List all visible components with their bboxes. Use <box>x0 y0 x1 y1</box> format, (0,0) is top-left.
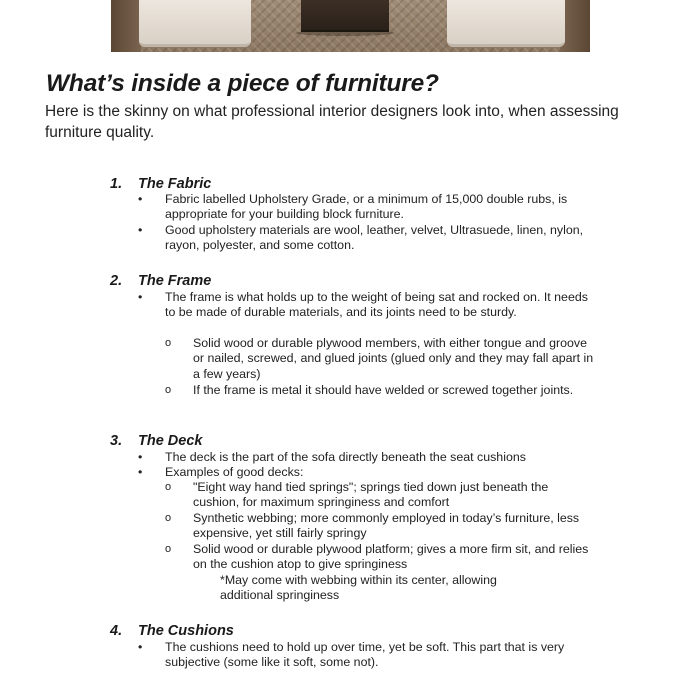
deck-note: *May come with webbing within its center, allowing additional springiness <box>220 573 497 603</box>
intro-paragraph: Here is the skinny on what professional interior designers look into, when assessing furniture quality. <box>45 103 619 141</box>
list-item: • The cushions need to hold up over time, yet be soft. This part that is very subjective (some like it soft, some not). <box>138 640 565 670</box>
list-item: o Solid wood or durable plywood members, with either tongue and groove or nailed, screwed, and glued joints (glued only and they may fall apart in a few years) <box>165 336 594 381</box>
list-item: • The deck is the part of the sofa directly beneath the seat cushions <box>138 450 526 464</box>
sofa-right <box>447 0 565 47</box>
wood-floor-left <box>111 0 141 52</box>
list-item: o "Eight way hand tied springs"; springs tied down just beneath the cushion, for maximum springiness and comfort <box>165 480 549 510</box>
list-item: o If the frame is metal it should have welded or screwed together joints. <box>165 383 574 397</box>
section-title-fabric: 1. The Fabric <box>110 176 212 192</box>
header-photo-living-room <box>111 0 590 52</box>
list-item: • Examples of good decks: <box>138 465 304 479</box>
section-title-cushions: 4. The Cushions <box>110 623 234 639</box>
sofa-left <box>139 0 251 47</box>
section-title-frame: 2. The Frame <box>110 273 212 289</box>
page-title: What’s inside a piece of furniture? <box>46 70 439 97</box>
coffee-table <box>301 0 389 32</box>
list-item: • Good upholstery materials are wool, leather, velvet, Ultrasuede, linen, nylon, rayon, polyester, and some cotton. <box>138 223 584 253</box>
list-item: • Fabric labelled Upholstery Grade, or a minimum of 15,000 double rubs, is appropriate for your building block furniture. <box>138 192 568 222</box>
list-item: • The frame is what holds up to the weight of being sat and rocked on. It needs to be made of durable materials, and its joints need to be sturdy. <box>138 290 588 320</box>
list-item: o Synthetic webbing; more commonly employed in today’s furniture, less expensive, yet still fairly springy <box>165 511 580 541</box>
section-title-deck: 3. The Deck <box>110 433 203 449</box>
list-item: o Solid wood or durable plywood platform; gives a more firm sit, and relies on the cushion atop to give springiness <box>165 542 589 572</box>
